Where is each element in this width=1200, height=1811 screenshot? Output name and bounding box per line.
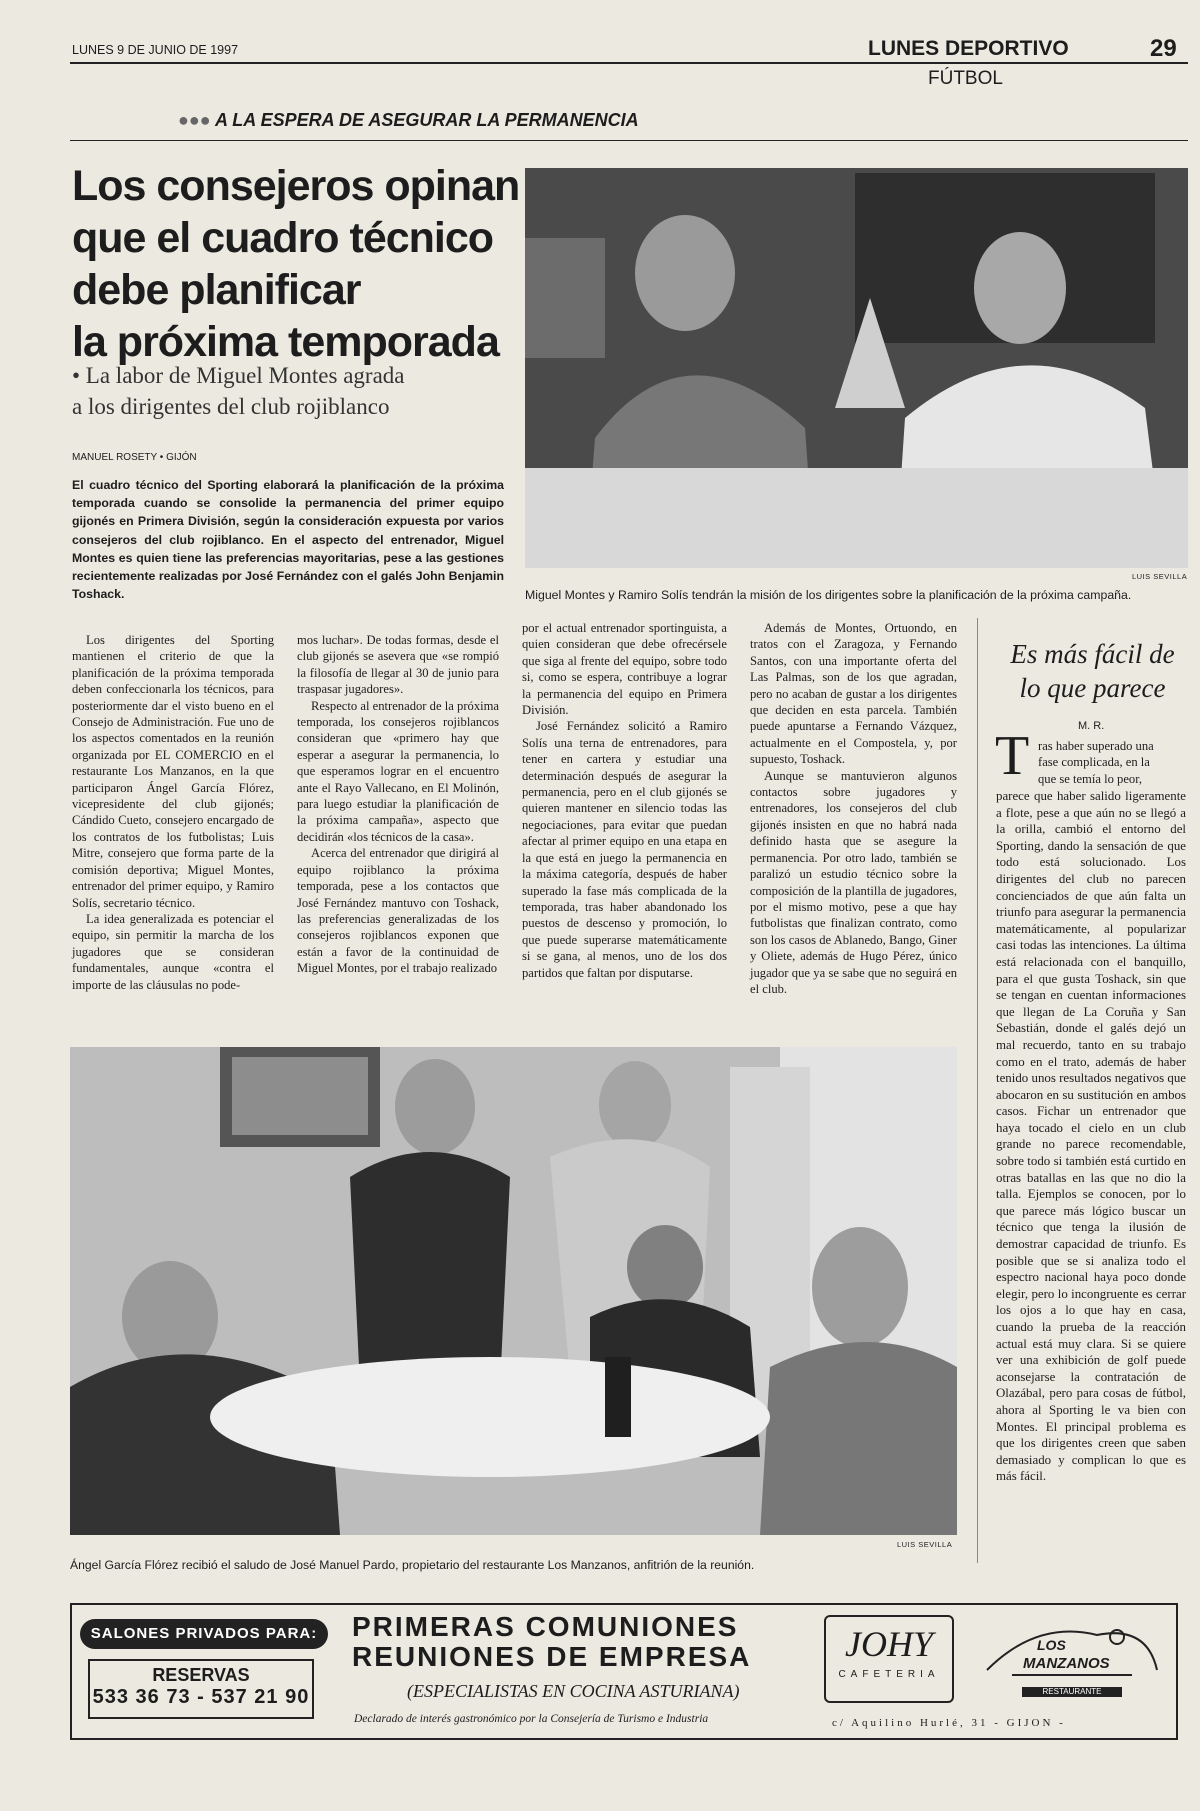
paragraph: Aunque se mantuvieron algunos contactos sobre jugadores y entrenadores, los consejeros del club gijonés insisten en que no habrá nada definido hasta que se asegure la permanencia. Por otro lado, también se paralizó un estudio técnico sobre la composición de la plantilla de jugadores, por el mismo motivo, pese a que hay futbolistas que finalizan contrato, como son los casos de Ablanedo, Bango, Giner y Oliete, además de Hugo Pérez, único jugador que ya se sabe que no seguirá en el club. [750, 768, 957, 996]
advertisement [70, 1603, 1178, 1740]
sidebar-first-line: fase complicada, en la [1038, 755, 1150, 770]
photo-bottom-image [70, 1047, 957, 1535]
ad-reservas-label: RESERVAS [152, 1665, 250, 1685]
paragraph: Respecto al entrenador de la próxima temporada, los consejeros rojiblancos consideran que «primero hay que esperar a asegurar la permanencia, lo que esperamos lograr en el encuentro ante el Rayo Vallecano, en El Molinón, para luego estudiar la planificación de la próxima campaña», aspecto que decidirán «los técnicos de la casa». [297, 698, 499, 844]
headline-line: debe planificar [72, 266, 361, 314]
ad-reservas-box [88, 1659, 314, 1719]
paragraph: Los dirigentes del Sporting mantienen el criterio de que la planificación de la próxima temporada deben confeccionarla los técnicos, para posteriormente dar el visto bueno en el Consejo de Administración. Fue uno de los aspectos comentados en la reunión organizada por EL COMERCIO en el restaurante Los Manzanos, en la que participaron Ángel García Flórez, vicepresidente del club gijonés; Cándido Cueto, consejero encargado de los contratos de los futbolistas; Luis Mitre, consejero que forma parte de la comisión deportiva; Miguel Montes, entrenador del primer equipo, y Ramiro Solís, secretario técnico. [72, 633, 274, 910]
paragraph: mos luchar». De todas formas, desde el club gijonés se asevera que «se rompió la filosofía de llegar al 30 de junio para traspasar jugadores». [297, 633, 499, 697]
ad-restaurante: RESTAURANTE [1042, 1687, 1102, 1696]
ad-salones-banner: SALONES PRIVADOS PARA: [80, 1619, 328, 1649]
ad-los: LOS [1037, 1637, 1066, 1653]
column-2 [297, 632, 499, 977]
sidebar-title-line: Es más fácil de [1010, 639, 1175, 669]
kicker-rule [70, 140, 1188, 141]
sidebar-drop-cap: T [995, 725, 1030, 787]
kicker-text: A LA ESPERA DE ASEGURAR LA PERMANENCIA [214, 110, 639, 130]
headline-line: Los consejeros opinan [72, 162, 520, 210]
ad-line1: PRIMERAS COMUNIONES [352, 1611, 739, 1642]
column-1 [72, 632, 274, 993]
kicker [178, 110, 639, 131]
ad-line2: REUNIONES DE EMPRESA [352, 1641, 752, 1672]
sidebar-divider [977, 618, 978, 1563]
lead-paragraph: El cuadro técnico del Sporting elaborará la planificación de la próxima temporada cuando se consolide la permanencia del primer equipo gijonés en Primera División, según la consideración expuesta por varios consejeros del club rojiblanco. En el aspecto del entrenador, Miguel Montes es quien tiene las preferencias mayoritarias, pese a las gestiones recientemente realizadas por José Fernández con el galés John Benjamin Toshack. [72, 478, 504, 602]
photo-top-caption: Miguel Montes y Ramiro Solís tendrán la misión de los dirigentes sobre la planificación de la próxima campaña. [525, 588, 1132, 602]
subsection-title: FÚTBOL [928, 68, 1003, 89]
header-rule [70, 62, 1188, 64]
paragraph: La idea generalizada es potenciar el equipo, sin permitir la marcha de los jugadores que se consideran fundamentales, aunque «contra el importe de las cláusulas no pode- [72, 911, 274, 992]
paragraph: por el actual entrenador sportinguista, a quien consideran que debe ofrecérsele que siga al frente del equipo, sobre todo si, como se espera, contribuye a lograr la permanencia del equipo en Primera División. [522, 621, 727, 718]
ad-johy-logo: JOHY [845, 1624, 933, 1664]
page-number: 29 [1150, 35, 1177, 62]
sidebar-title [990, 637, 1195, 705]
paragraph: Acerca del entrenador que dirigirá al equipo rojiblanco la próxima temporada, pese a los contactos que José Fernández mantuvo con Toshack, las preferencias generalizadas de los consejeros rojiblancos exponen que están a favor de la continuidad de Miguel Montes, por el trabajo realizado [297, 846, 499, 976]
byline: MANUEL ROSETY • GIJÓN [72, 452, 197, 463]
sidebar-body: parece que haber salido ligeramente a flote, pese a que aún no se llegó a la orilla, cambió el entorno del Sporting, dando la sensación de que todo está solucionado. Los dirigentes del club no parecen concienciados de que aún falta un triunfo para asegurar la permanencia matemáticamente, al popularizar casi todas las intenciones. La última está relacionada con el banquillo, para el que gusta Toshack, sin que se tengan en cuentan informaciones que llegan de La Coruña y San Sebastián, donde el galés dejó un mal recuerdo, tanto en su trabajo como en el trato, además de haber tenido unos resultados negativos que abocaron en su sustitución en ambos casos. Fichar un entrenador que haya tocado el cielo en un club grande no parece recomendable, sobre todo si también está curtido en otras batallas en las que no dio la talla. Ejemplos se conocen, por lo que parece más lógico buscar un técnico que tenga la ilusión de demostrar capacidad de triunfo. Es posible que se si analiza todo el espectro nacional haya poco donde elegir, pero lo incongruente es cerrar los ojos a lo que hay en casa, cuando la prueba de la reacción actual está muy clara. Si se quiere ver una exhibición de golf puede aconsejarse la contratación de Olazábal, pero para cosas de fútbol, ahora al Sporting le va bien con Montes. El principal problema es que los dirigentes creen que saben demasiado y complican lo que es más fácil. [996, 789, 1186, 1484]
column-3 [522, 620, 727, 981]
sidebar-first-lines [1038, 738, 1186, 787]
sidebar-first-line: que se temía lo peor, [1038, 771, 1143, 786]
ad-phones: 533 36 73 - 537 21 90 [92, 1686, 310, 1708]
section-title: LUNES DEPORTIVO [868, 37, 1069, 60]
ad-johy-box [824, 1615, 954, 1703]
ad-address: c/ Aquilino Hurlé, 31 - GIJON - [832, 1717, 1066, 1729]
column-4 [750, 620, 957, 997]
header-date: LUNES 9 DE JUNIO DE 1997 [72, 43, 239, 57]
headline-line: la próxima temporada [72, 318, 499, 366]
sidebar-byline: M. R. [1078, 720, 1105, 732]
kicker-bullets: ●●● [178, 110, 211, 130]
ad-declared: Declarado de interés gastronómico por la Consejería de Turismo e Industria [354, 1713, 709, 1725]
ad-specialty: (ESPECIALISTAS EN COCINA ASTURIANA) [407, 1681, 740, 1701]
paragraph: José Fernández solicitó a Ramiro Solís una terna de entrenadores, para tener en cartera y estudiar una determinación después de asegurar la permanencia, pero en el club gijonés se quieren mantener en silencio todas las negociaciones, para evitar que puedan afectar al primer equipo en una etapa en la que está en juego la permanencia en la máxima categoría, después de haber superado la fase más complicada de la temporada, tras haber abandonado los puestos de descenso y promoción, lo que puede superarse matemáticamente si se gana, al menos, uno de los dos partidos que faltan por disputarse. [522, 719, 727, 980]
apple-icon [1110, 1630, 1124, 1644]
photo-bottom-credit: LUIS SEVILLA [897, 1540, 953, 1549]
photo-bottom-caption: Ángel García Flórez recibió el saludo de José Manuel Pardo, propietario del restaurante Los Manzanos, anfitrión de la reunión. [70, 1558, 755, 1572]
subhead-line: a los dirigentes del club rojiblanco [72, 394, 390, 419]
sidebar-first-line: ras haber superado una [1038, 739, 1154, 753]
photo-bottom [70, 1047, 957, 1535]
ad-manzanos: MANZANOS [1023, 1655, 1110, 1672]
subhead-line: • La labor de Miguel Montes agrada [72, 363, 405, 388]
headline [72, 160, 519, 368]
photo-top-credit: LUIS SEVILLA [1132, 572, 1188, 581]
photo-top-image [525, 168, 1188, 568]
photo-top [525, 168, 1188, 568]
ad-cafeteria: CAFETERIA [838, 1669, 940, 1680]
headline-line: que el cuadro técnico [72, 214, 494, 262]
paragraph: Además de Montes, Ortuondo, en tratos con el Zaragoza, y Fernando Santos, con una importante oferta del Las Palmas, son de los que agradan, pero no acaban de gustar a los dirigentes que deciden en esta parcela. También puede apuntarse a Fernando Vázquez, actualmente en el Compostela, y, por supuesto, Toshack. [750, 621, 957, 767]
sidebar-title-line: lo que parece [1019, 673, 1166, 703]
ad-manzanos-logo [977, 1615, 1167, 1703]
subhead [72, 360, 405, 422]
